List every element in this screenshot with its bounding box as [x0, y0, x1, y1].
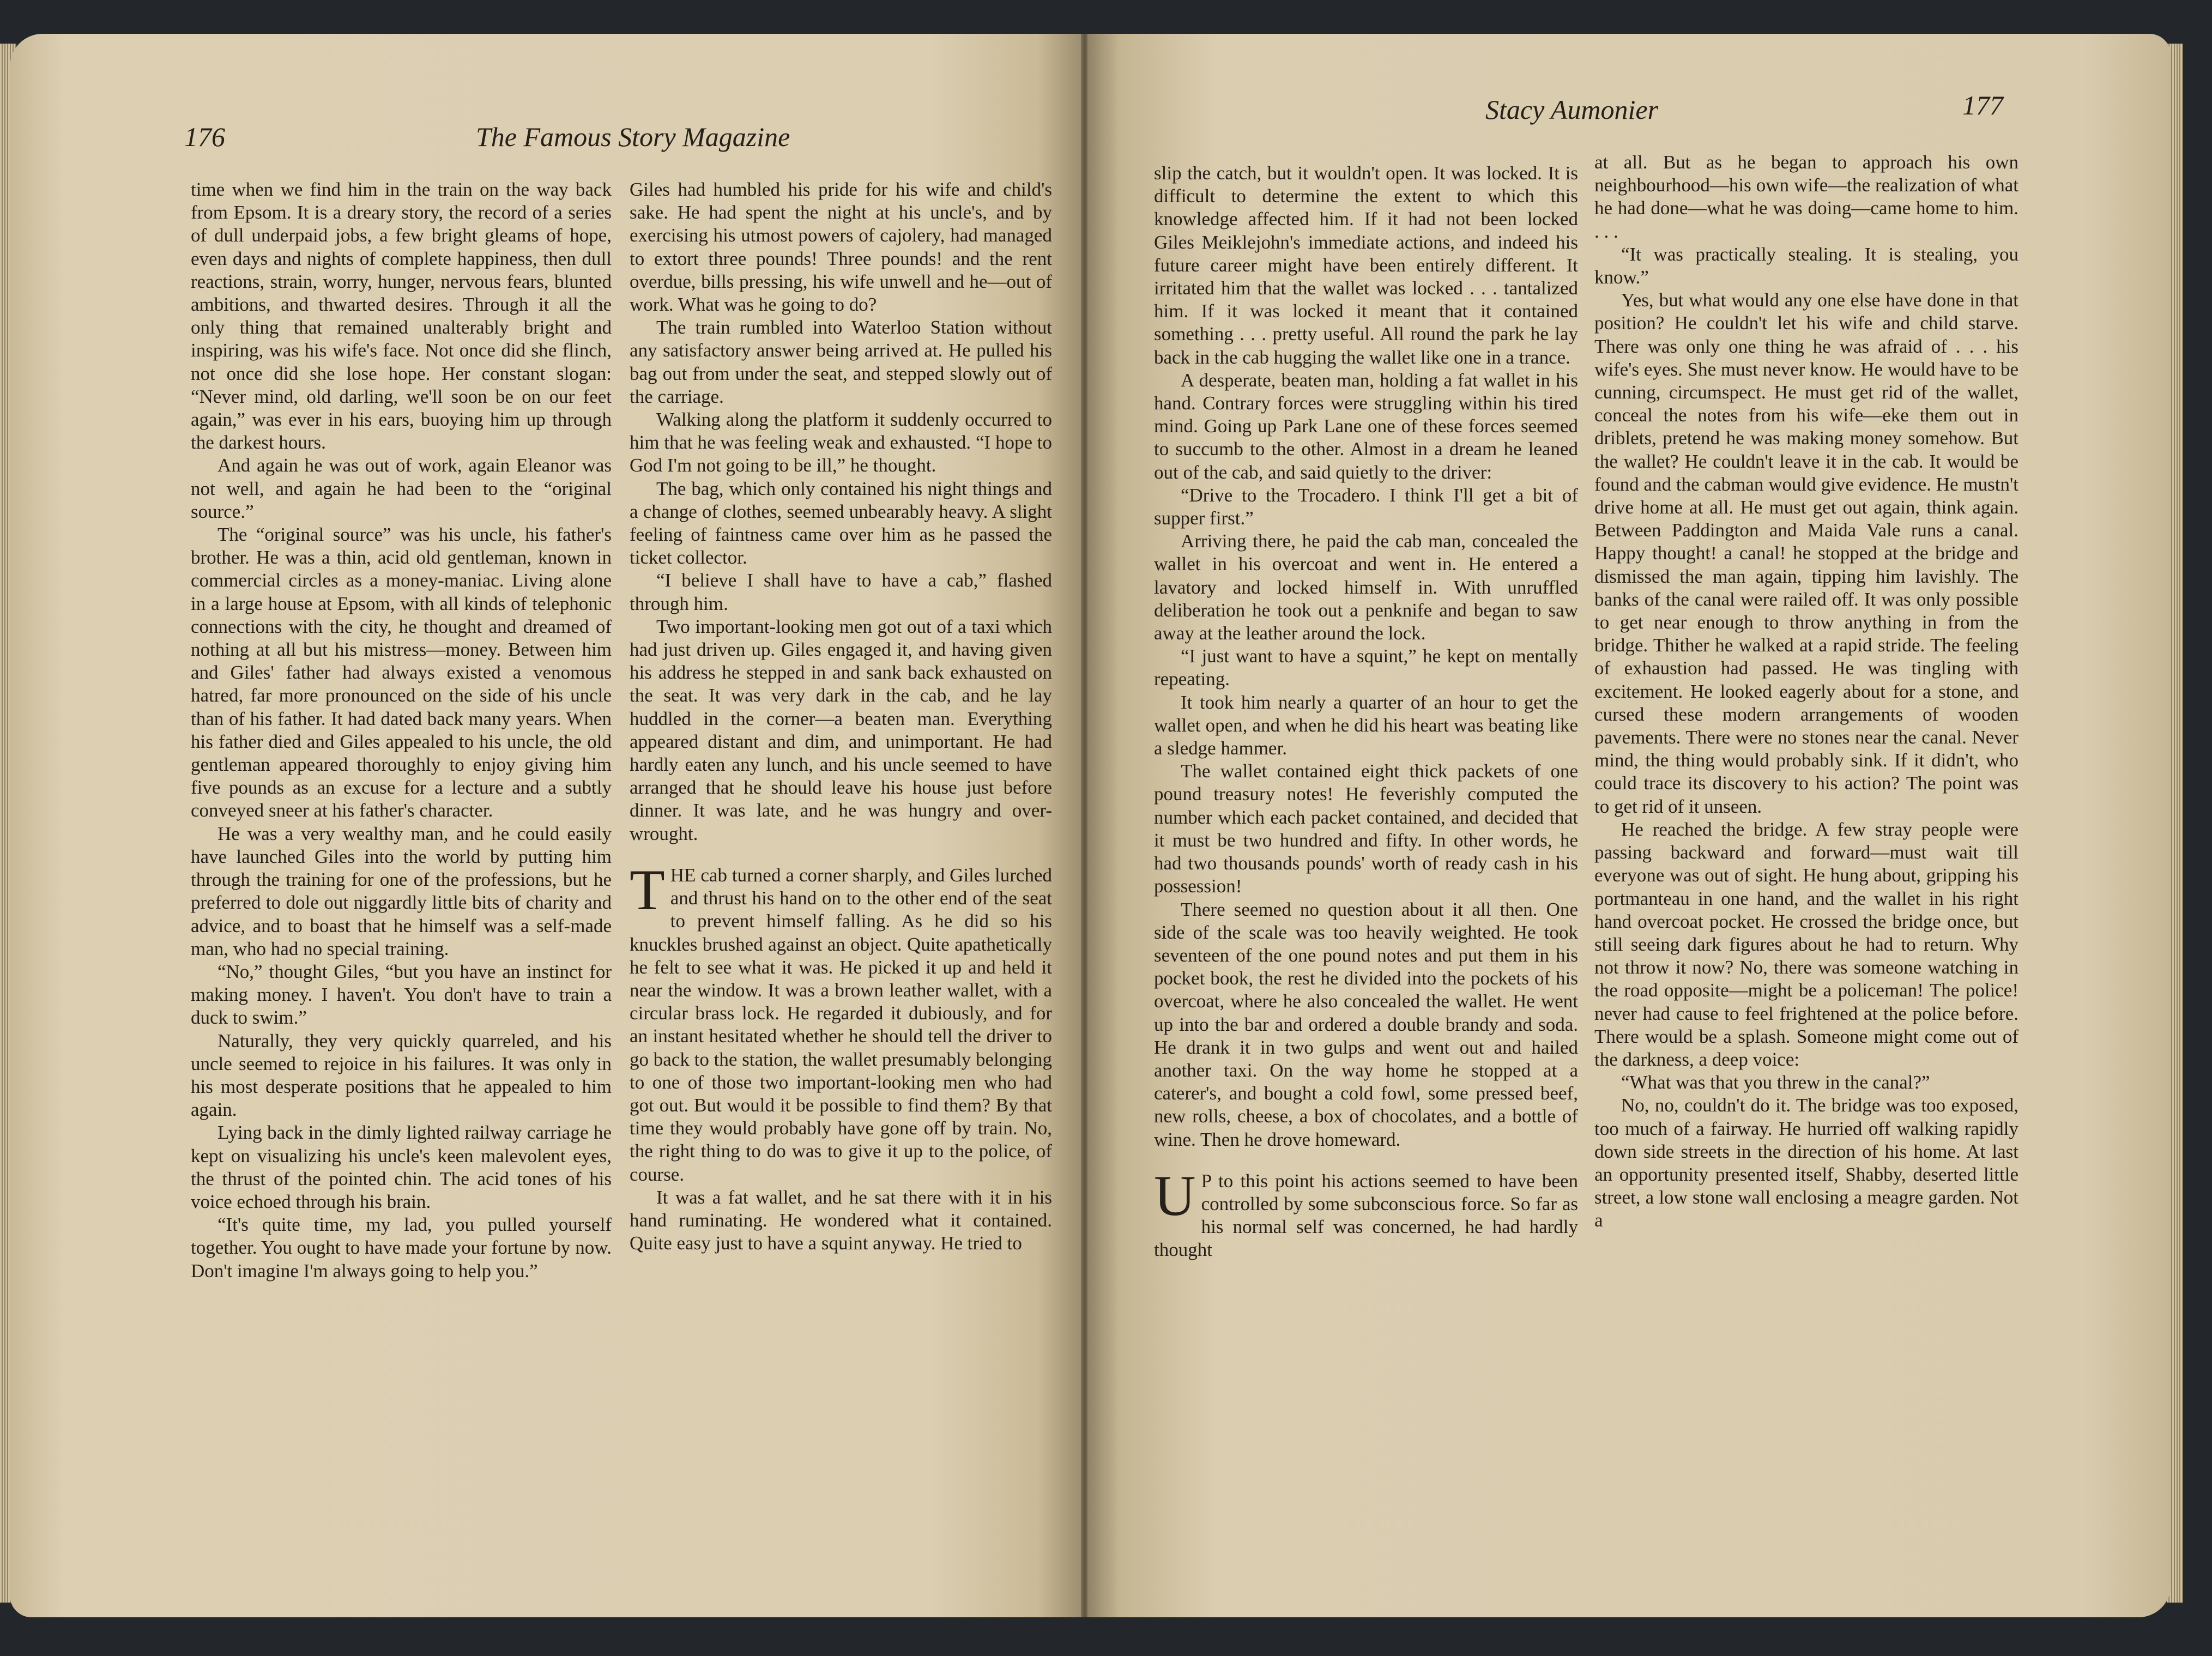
paragraph: It was a fat wallet, and he sat there with it in his hand ruminating. He wondered what it contained. Quite easy just to have a squint anyway. He tried to [630, 1186, 1052, 1254]
paragraph: Lying back in the dimly lighted railway carriage he kept on visualizing his uncle's keen malevolent eyes, the thrust of the pointed chin. The acid tones of his voice echoed through his brain. [191, 1122, 612, 1212]
paragraph: “No,” thought Giles, “but you have an instinct for making money. I haven't. You don't have to train a duck to swim.” [191, 960, 612, 1029]
paragraph: He was a very wealthy man, and he could easily have launched Giles into the world by putting him through the training for one of the professions, but he preferred to dole out niggardly little bits of charity and advice, and to boast that he himself was a self-made man, who had no special training. [191, 823, 612, 959]
right-page [1087, 34, 2171, 1617]
text-column-right [630, 178, 1052, 1255]
paragraph: Two important-looking men got out of a taxi which had just driven up. Giles engaged it, and having given his address he stepped in and sank back exhausted on the seat. It was very dark in the cab, and he lay huddled in the corner—a beaten man. Everything appeared distant and dim, and unimportant. He had hardly eaten any lunch, and his uncle seemed to have arranged that he should leave his house just before dinner. It was late, and he was hungry and over-wrought. [630, 615, 1052, 844]
paragraph: time when we find him in the train on the way back from Epsom. It is a dreary story, the record of a series of dull underpaid jobs, a few bright gleams of hope, even days and nights of complete happiness, then dull reactions, strain, worry, hunger, nervous fears, blunted ambitions, and thwarted desires. Through it all the only thing that remained unalterably bright and inspiring, was his wife's face. Not once did she flinch, not once did she lose hope. Her constant slogan: “Never mind, old darling, we'll soon be on our feet again,” was ever in his ears, buoying him up through the darkest hours. [191, 179, 612, 454]
paragraph: He reached the bridge. A few stray people were passing backward and forward—must wait till everyone was out of sight. He hung about, gripping his portmanteau in one hand, and the wallet in his right hand overcoat pocket. He crossed the bridge once, but still seeing dark figures about he had to return. Why not throw it now? No, there was someone watching in the road opposite—might be a policeman! The police! never had cause to feel frightened at the police before. There would be a splash. Someone might come out of the darkness, a deep voice: [1594, 818, 2018, 1070]
paragraph: “It was practically stealing. It is stealing, you know.” [1594, 243, 2018, 288]
text-column-left [191, 178, 612, 1283]
running-title: Stacy Aumonier [1485, 94, 1659, 125]
paragraph: It took him nearly a quarter of an hour to get the wallet open, and when he did his heart was beating like a sledge hammer. [1154, 691, 1578, 759]
paragraph: Walking along the platform it suddenly occurred to him that he was feeling weak and exhausted. “I hope to God I'm not going to be ill,” he thought. [630, 409, 1052, 476]
paragraph: “Drive to the Trocadero. I think I'll get a bit of supper first.” [1154, 484, 1578, 529]
left-page [10, 34, 1081, 1617]
paragraph: at all. But as he began to approach his own neighbourhood—his own wife—the realization of what he had done—what he was doing—came home to him. . . . [1594, 152, 2018, 242]
paragraph: A desperate, beaten man, holding a fat wallet in his hand. Contrary forces were struggling within his tired mind. Going up Park Lane one of these forces seemed to succumb to the other. Almost in a dream he leaned out of the cab, and said quietly to the driver: [1154, 369, 1578, 483]
page-number: 177 [1962, 90, 2003, 120]
paragraph: And again he was out of work, again Eleanor was not well, and again he had been to the “original source.” [191, 455, 612, 522]
paragraph: slip the catch, but it wouldn't open. It was locked. It is difficult to determine the extent to which this knowledge affected him. If it had not been locked Giles Meiklejohn's immediate actions, and indeed his future career might have been entirely different. It irritated him that the wallet was locked . . . tantalized him. If it was locked it meant that it contained something . . . pretty useful. All round the park he lay back in the cab hugging the wallet like one in a trance. [1154, 162, 1578, 368]
text-column-left [1154, 162, 1578, 1262]
paragraph: Arriving there, he paid the cab man, concealed the wallet in his overcoat and went in. He entered a lavatory and locked himself in. With unruffled deliberation he took out a penknife and began to saw away at the leather around the lock. [1154, 530, 1578, 644]
paragraph: Naturally, they very quickly quarreled, and his uncle seemed to rejoice in his failures. It was only in his most desperate positions that he appealed to him again. [191, 1030, 612, 1121]
paragraph: The bag, which only contained his night things and a change of clothes, seemed unbearably heavy. A slight feeling of faintness came over him as he passed the ticket collector. [630, 478, 1052, 569]
text-column-right [1594, 151, 2018, 1232]
paragraph: There seemed no question about it all then. One side of the scale was too heavily weighted. He took seventeen of the one pound notes and put them in his pocket book, the rest he divided into the pockets of his overcoat, where he also concealed the wallet. He went up into the bar and ordered a double brandy and soda. He drank it in two gulps and went out and hailed another taxi. On the way home he stopped at a caterer's, and bought a cold fowl, some pressed beef, new rolls, cheese, a box of chocolates, and a bottle of wine. Then he drove homeward. [1154, 898, 1578, 1150]
paragraph: “I believe I shall have to have a cab,” flashed through him. [630, 570, 1052, 614]
section-paragraph: UP to this point his actions seemed to have been controlled by some subconscious force. So far as his normal self was concerned, he had hardly thought [1154, 1163, 1578, 1261]
paragraph: “I just want to have a squint,” he kept on mentally repeating. [1154, 645, 1578, 690]
page-number: 176 [184, 122, 225, 152]
paragraph: The wallet contained eight thick packets of one pound treasury notes! He feverishly computed the number which each packet contained, and decided that it must be two hundred and fifty. In other words, he had two thousands pounds' worth of ready cash in his possession! [1154, 760, 1578, 897]
section-paragraph: THE cab turned a corner sharply, and Giles lurched and thrust his hand on to the other end of the seat to prevent himself falling. As he did so his knuckles brushed against an object. Quite apathetically he felt to see what it was. He picked it up and held it near the window. It was a brown leather wallet, with a circular brass lock. He regarded it dubiously, and for an instant hesitated whether he should tell the driver to go back to the station, the wallet presumably belonging to one of those two important-looking men who had got out. But would it be possible to find them? By that time they would probably have gone off by train. No, the right thing to do was to give it up to the police, of course. [630, 857, 1052, 1185]
paragraph: “What was that you threw in the canal?” [1621, 1072, 1930, 1093]
paragraph: The train rumbled into Waterloo Station without any satisfactory answer being arrived at. He pulled his bag out from under the seat, and stepped slowly out of the carriage. [630, 317, 1052, 407]
paragraph: “It's quite time, my lad, you pulled yourself together. You ought to have made your fortune by now. Don't imagine I'm always going to help you.” [191, 1214, 612, 1282]
paragraph: The “original source” was his uncle, his father's brother. He was a thin, acid old gentleman, known in commercial circles as a money-maniac. Living alone in a large house at Epsom, with all kinds of telephonic connections with the city, he thought and dreamed of nothing at all but his mistress—money. Between him and Giles' father had always existed a venomous hatred, far more pronounced on the side of his uncle than of his father. It had dated back many years. When his father died and Giles appealed to his uncle, the old gentleman appeared thoroughly to enjoy giving him five pounds as an excuse for a lecture and a subtly conveyed sneer at his father's character. [191, 524, 612, 821]
running-title: The Famous Story Magazine [476, 122, 790, 152]
paragraph: Yes, but what would any one else have done in that position? He couldn't let his wife and child starve. There was only one thing he was afraid of . . . his wife's eyes. She must never know. He would have to be cunning, circumspect. He must get rid of the wallet, conceal the notes from his wife—eke them out in driblets, pretend he was making money somehow. But the wallet? He couldn't leave it in the cab. It would be found and the cabman would give evidence. He mustn't drive home at all. He must get out again, think again. Between Paddington and Maida Vale runs a canal. Happy thought! a canal! he stopped at the bridge and dismissed the man again, tipping him lavishly. The banks of the canal were railed off. It was only possible to get near enough to throw anything in from the bridge. Thither he walked at a rapid stride. The feeling of exhaustion had passed. He was tingling with excitement. He looked eagerly about for a stone, and cursed these modern arrangements of wooden pavements. There were no stones near the canal. Never mind, the thing would probably sink. If it didn't, who could trace its discovery to his action? The point was to get rid of it unseen. [1594, 289, 2018, 817]
paragraph: No, no, couldn't do it. The bridge was too exposed, too much of a fairway. He hurried off walking rapidly down side streets in the direction of his home. At last an opportunity presented itself, Shabby, deserted little street, a low stone wall enclosing a meagre garden. Not a [1594, 1095, 2018, 1231]
paragraph: Giles had humbled his pride for his wife and child's sake. He had spent the night at his uncle's, and by exercising his utmost powers of cajolery, had managed to extort three pounds! Three pounds! and the rent overdue, bills pressing, his wife unwell and he—out of work. What was he going to do? [630, 179, 1052, 316]
